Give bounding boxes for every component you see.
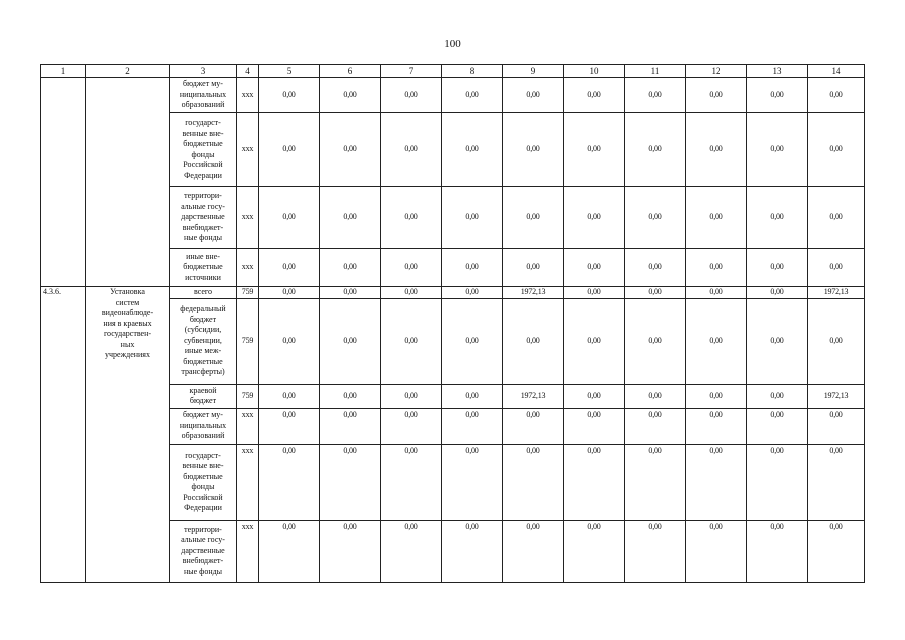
funding-source-cell: [170, 113, 237, 187]
value-cell: 0,00: [808, 78, 865, 113]
column-header: 6: [320, 65, 381, 78]
column-number-header: [41, 65, 865, 78]
value-cell: 0,00: [747, 249, 808, 287]
value-cell: 0,00: [625, 78, 686, 113]
value-cell: 0,00: [442, 187, 503, 249]
value-cell: 0,00: [808, 408, 865, 444]
value-cell: 0,00: [625, 298, 686, 384]
item-name-line: видеонаблюде-: [101, 308, 154, 317]
value-cell: 0,00: [259, 384, 320, 408]
value-cell: 0,00: [259, 113, 320, 187]
funding-source-text: бюджетные: [183, 471, 223, 481]
funding-source-text: иные меж-: [184, 346, 222, 356]
indicator-cell: xxx: [237, 187, 259, 249]
funding-source-text: альные госу-: [181, 535, 225, 545]
funding-source-text: источники: [185, 272, 221, 282]
indicator-cell: xxx: [237, 78, 259, 113]
column-header: 7: [381, 65, 442, 78]
value-cell: 0,00: [686, 408, 747, 444]
value-cell: 0,00: [686, 520, 747, 582]
column-header: 8: [442, 65, 503, 78]
value-cell: 0,00: [564, 384, 625, 408]
value-cell: 0,00: [259, 520, 320, 582]
funding-source-text: государст-: [185, 118, 221, 127]
value-cell: 0,00: [442, 78, 503, 113]
funding-source-cell: [170, 78, 237, 113]
value-cell: 0,00: [320, 287, 381, 299]
funding-source-text: фонды: [191, 482, 215, 491]
value-cell: 0,00: [564, 408, 625, 444]
funding-source-text: альные госу-: [181, 201, 225, 211]
value-cell: 0,00: [259, 408, 320, 444]
column-header: 13: [747, 65, 808, 78]
funding-source-text: бюджет му-: [183, 79, 223, 89]
value-cell: 0,00: [625, 520, 686, 582]
funding-source-text: федеральный: [180, 304, 226, 314]
value-cell: 0,00: [259, 298, 320, 384]
value-cell: 0,00: [686, 78, 747, 113]
funding-source-text: ниципальных: [179, 420, 227, 430]
item-name-line: ных: [120, 339, 135, 349]
funding-source-text: внебюджет-: [182, 222, 224, 232]
value-cell: 0,00: [686, 287, 747, 299]
value-cell: 0,00: [503, 520, 564, 582]
value-cell: 0,00: [259, 187, 320, 249]
funding-source-text: дарственные: [181, 212, 225, 222]
funding-source-cell: [170, 298, 237, 384]
value-cell: 0,00: [259, 78, 320, 113]
value-cell: 0,00: [442, 249, 503, 287]
value-cell: 0,00: [747, 444, 808, 520]
value-cell: 0,00: [381, 187, 442, 249]
value-cell: 0,00: [686, 384, 747, 408]
value-cell: 0,00: [503, 444, 564, 520]
item-code: 4.3.6.: [41, 287, 86, 583]
value-cell: 0,00: [442, 520, 503, 582]
column-header: 5: [259, 65, 320, 78]
column-header: 14: [808, 65, 865, 78]
value-cell: 0,00: [320, 113, 381, 187]
funding-source-text: бюджетные: [183, 139, 223, 148]
value-cell: 0,00: [320, 444, 381, 520]
value-cell: 0,00: [564, 78, 625, 113]
value-cell: 0,00: [259, 287, 320, 299]
value-cell: 1972,13: [503, 384, 564, 408]
value-cell: 0,00: [808, 187, 865, 249]
value-cell: 0,00: [625, 113, 686, 187]
item-name-cell: [86, 78, 170, 287]
funding-source-text: бюджетные: [183, 356, 223, 366]
column-header: 2: [86, 65, 170, 78]
budget-table: [40, 64, 865, 583]
funding-source-text: Российской: [183, 492, 223, 502]
value-cell: 0,00: [564, 113, 625, 187]
funding-source-text: субвенции,: [184, 335, 222, 345]
funding-source-text: Федерации: [184, 170, 222, 180]
indicator-cell: xxx: [237, 249, 259, 287]
funding-source-text: территори-: [184, 524, 222, 534]
column-header: 11: [625, 65, 686, 78]
column-header: 1: [41, 65, 86, 78]
table-row: [41, 287, 865, 299]
value-cell: 0,00: [320, 187, 381, 249]
value-cell: 0,00: [564, 187, 625, 249]
value-cell: 0,00: [503, 113, 564, 187]
funding-source-text: внебюджет-: [182, 556, 224, 566]
funding-source-cell: [170, 287, 237, 299]
value-cell: 0,00: [442, 408, 503, 444]
funding-source-text: дарственные: [181, 545, 225, 555]
funding-source-cell: [170, 520, 237, 582]
funding-source-text: (субсидии,: [184, 325, 222, 335]
column-header: 10: [564, 65, 625, 78]
indicator-cell: 759: [237, 384, 259, 408]
value-cell: 0,00: [381, 384, 442, 408]
funding-source-text: бюджетные: [183, 262, 223, 272]
value-cell: 0,00: [625, 249, 686, 287]
indicator-cell: 759: [237, 287, 259, 299]
value-cell: 0,00: [625, 408, 686, 444]
item-name-line: государствен-: [103, 329, 152, 338]
value-cell: 0,00: [320, 298, 381, 384]
funding-source-cell: [170, 408, 237, 444]
funding-source-text: Российской: [183, 160, 223, 169]
value-cell: 0,00: [320, 78, 381, 113]
value-cell: 0,00: [442, 298, 503, 384]
column-header: 12: [686, 65, 747, 78]
value-cell: 0,00: [747, 113, 808, 187]
funding-source-cell: [170, 249, 237, 287]
value-cell: 0,00: [381, 408, 442, 444]
value-cell: 0,00: [381, 78, 442, 113]
value-cell: 0,00: [808, 444, 865, 520]
value-cell: 0,00: [503, 78, 564, 113]
value-cell: 0,00: [320, 520, 381, 582]
value-cell: 0,00: [686, 298, 747, 384]
value-cell: 0,00: [747, 298, 808, 384]
funding-source-cell: [170, 187, 237, 249]
funding-source-cell: [170, 384, 237, 408]
page-number: 100: [444, 38, 461, 50]
value-cell: 0,00: [564, 444, 625, 520]
value-cell: 0,00: [503, 249, 564, 287]
value-cell: 0,00: [320, 249, 381, 287]
item-code-cell: [41, 78, 86, 287]
funding-source-text: образований: [181, 100, 225, 110]
funding-source-text: бюджет: [189, 314, 217, 324]
value-cell: 0,00: [442, 384, 503, 408]
value-cell: 0,00: [503, 187, 564, 249]
value-cell: 0,00: [503, 298, 564, 384]
value-cell: 0,00: [381, 520, 442, 582]
funding-source-text: фонды: [191, 149, 215, 159]
value-cell: 0,00: [686, 249, 747, 287]
value-cell: 0,00: [625, 187, 686, 249]
value-cell: 0,00: [442, 444, 503, 520]
funding-source-text: иные вне-: [186, 251, 220, 261]
value-cell: 0,00: [747, 187, 808, 249]
value-cell: 0,00: [808, 298, 865, 384]
value-cell: 0,00: [442, 287, 503, 299]
funding-source-text: образований: [181, 431, 225, 441]
funding-source-text: всего: [193, 287, 212, 296]
item-name-line: систем: [115, 297, 140, 307]
indicator-cell: xxx: [237, 408, 259, 444]
funding-source-text: трансферты): [181, 367, 225, 377]
value-cell: 1972,13: [808, 384, 865, 408]
indicator-cell: xxx: [237, 444, 259, 520]
value-cell: 0,00: [381, 287, 442, 299]
column-header: 9: [503, 65, 564, 78]
value-cell: 0,00: [564, 520, 625, 582]
item-name-line: ния в краевых: [103, 318, 152, 328]
value-cell: 0,00: [381, 113, 442, 187]
value-cell: 0,00: [381, 444, 442, 520]
value-cell: 0,00: [747, 287, 808, 299]
value-cell: 0,00: [747, 408, 808, 444]
funding-source-text: краевой: [189, 385, 217, 395]
funding-source-text: бюджет: [189, 396, 217, 405]
value-cell: 0,00: [625, 384, 686, 408]
table-row: [41, 78, 865, 113]
funding-source-cell: [170, 444, 237, 520]
value-cell: 0,00: [625, 287, 686, 299]
value-cell: 0,00: [320, 384, 381, 408]
value-cell: 0,00: [259, 249, 320, 287]
value-cell: 0,00: [259, 444, 320, 520]
funding-source-text: ниципальных: [179, 89, 227, 99]
item-name-line: учреждениях: [105, 350, 150, 359]
indicator-cell: xxx: [237, 520, 259, 582]
value-cell: 0,00: [808, 520, 865, 582]
value-cell: 0,00: [320, 408, 381, 444]
funding-source-text: ные фонды: [183, 566, 223, 576]
value-cell: 0,00: [747, 520, 808, 582]
value-cell: 0,00: [381, 249, 442, 287]
item-name: [86, 287, 170, 583]
value-cell: 0,00: [686, 187, 747, 249]
value-cell: 0,00: [686, 113, 747, 187]
funding-source-text: венные вне-: [182, 461, 224, 470]
funding-source-text: территори-: [184, 191, 222, 201]
value-cell: 0,00: [686, 444, 747, 520]
column-header: 3: [170, 65, 237, 78]
funding-source-text: ные фонды: [183, 233, 223, 243]
value-cell: 0,00: [442, 113, 503, 187]
column-header: 4: [237, 65, 259, 78]
value-cell: 0,00: [808, 113, 865, 187]
indicator-cell: 759: [237, 298, 259, 384]
value-cell: 0,00: [381, 298, 442, 384]
table-body: [41, 65, 865, 583]
funding-source-text: венные вне-: [182, 128, 224, 138]
value-cell: 0,00: [747, 384, 808, 408]
value-cell: 0,00: [503, 408, 564, 444]
value-cell: 0,00: [564, 298, 625, 384]
funding-source-text: Федерации: [184, 503, 222, 512]
value-cell: 1972,13: [808, 287, 865, 299]
value-cell: 0,00: [564, 249, 625, 287]
value-cell: 0,00: [808, 249, 865, 287]
value-cell: 0,00: [747, 78, 808, 113]
value-cell: 0,00: [625, 444, 686, 520]
value-cell: 0,00: [564, 287, 625, 299]
value-cell: 1972,13: [503, 287, 564, 299]
funding-source-text: бюджет му-: [183, 410, 223, 420]
indicator-cell: xxx: [237, 113, 259, 187]
item-name-line: Установка: [110, 287, 145, 296]
funding-source-text: государст-: [185, 450, 221, 460]
